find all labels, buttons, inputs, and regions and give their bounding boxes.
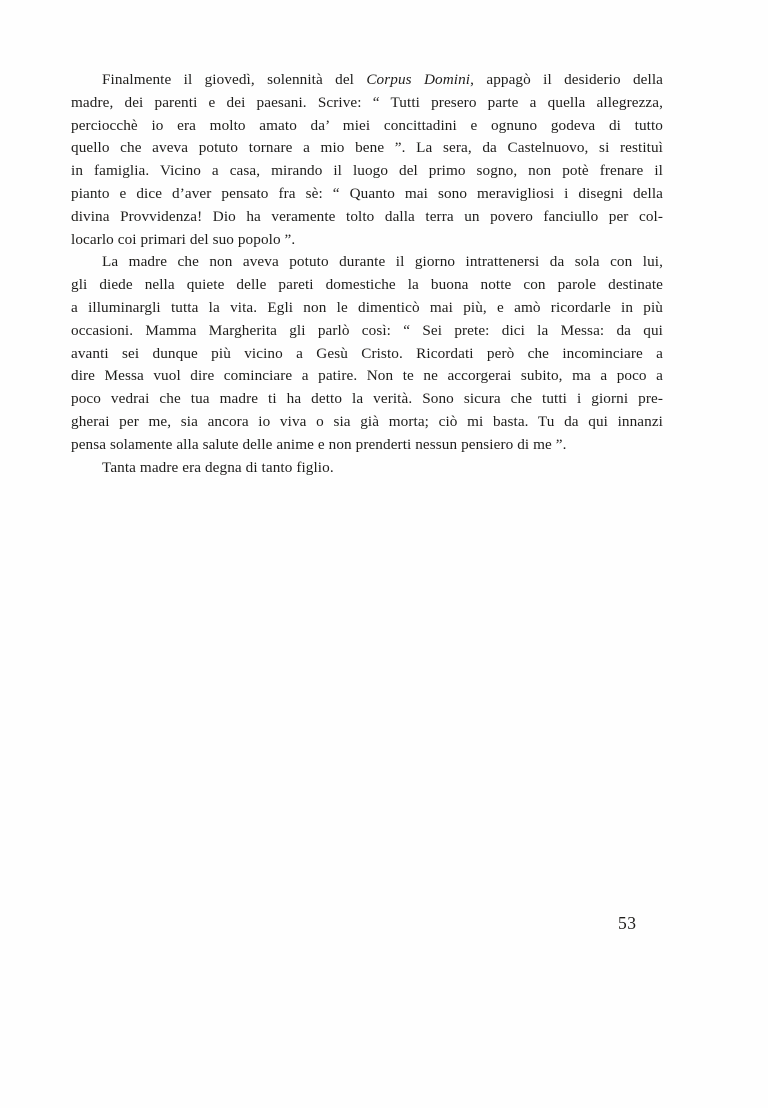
text-line: avanti sei dunque più vicino a Gesù Cristo. Ricordati però che incominciare a bbox=[71, 344, 663, 362]
text-line: Tanta madre era degna di tanto figlio. bbox=[102, 458, 334, 476]
paragraph bbox=[71, 69, 663, 251]
italic-phrase: Corpus Domini bbox=[366, 71, 471, 88]
text-line: La madre che non aveva potuto durante il giorno intrattenersi da sola con lui, bbox=[102, 253, 663, 271]
text-line: occasioni. Mamma Margherita gli parlò così: “ Sei prete: dici la Messa: da qui bbox=[71, 321, 663, 339]
text-line: divina Provvidenza! Dio ha veramente tolto dalla terra un povero fanciullo per col- bbox=[71, 207, 663, 225]
text-line: madre, dei parenti e dei paesani. Scrive: “ Tutti presero parte a quella allegrezza, bbox=[71, 93, 663, 111]
text-line: pensa solamente alla salute delle anime e non prenderti nessun pensiero di me ”. bbox=[71, 435, 567, 453]
text-line: a illuminargli tutta la vita. Egli non le dimenticò mai più, e amò ricordarle in più bbox=[71, 298, 663, 316]
text-line: Finalmente il giovedì, solennità del Corpus Domini, appagò il desiderio della bbox=[102, 71, 663, 88]
paragraph bbox=[71, 251, 663, 456]
text-line: locarlo coi primari del suo popolo ”. bbox=[71, 230, 296, 248]
text-line: quello che aveva potuto tornare a mio bene ”. La sera, da Castelnuovo, si restituì bbox=[71, 139, 663, 157]
page-number: 53 bbox=[618, 913, 637, 933]
text-line: gherai per me, sia ancora io viva o sia già morta; ciò mi basta. Tu da qui innanzi bbox=[71, 412, 663, 430]
text-line: pianto e dice d’aver pensato fra sè: “ Quanto mai sono meravigliosi i disegni della bbox=[71, 184, 663, 202]
text-line: in famiglia. Vicino a casa, mirando il luogo del primo sogno, non potè frenare il bbox=[71, 162, 663, 180]
text-block bbox=[71, 69, 663, 479]
text-line: poco vedrai che tua madre ti ha detto la verità. Sono sicura che tutti i giorni pre- bbox=[71, 390, 663, 408]
text-line: dire Messa vuol dire cominciare a patire. Non te ne accorgerai subito, ma a poco a bbox=[71, 367, 663, 385]
text-line: perciocchè io era molto amato da’ miei concittadini e ognuno godeva di tutto bbox=[71, 116, 663, 134]
paragraph bbox=[71, 457, 663, 480]
text-line: gli diede nella quiete delle pareti domestiche la buona notte con parole destinate bbox=[71, 276, 663, 294]
